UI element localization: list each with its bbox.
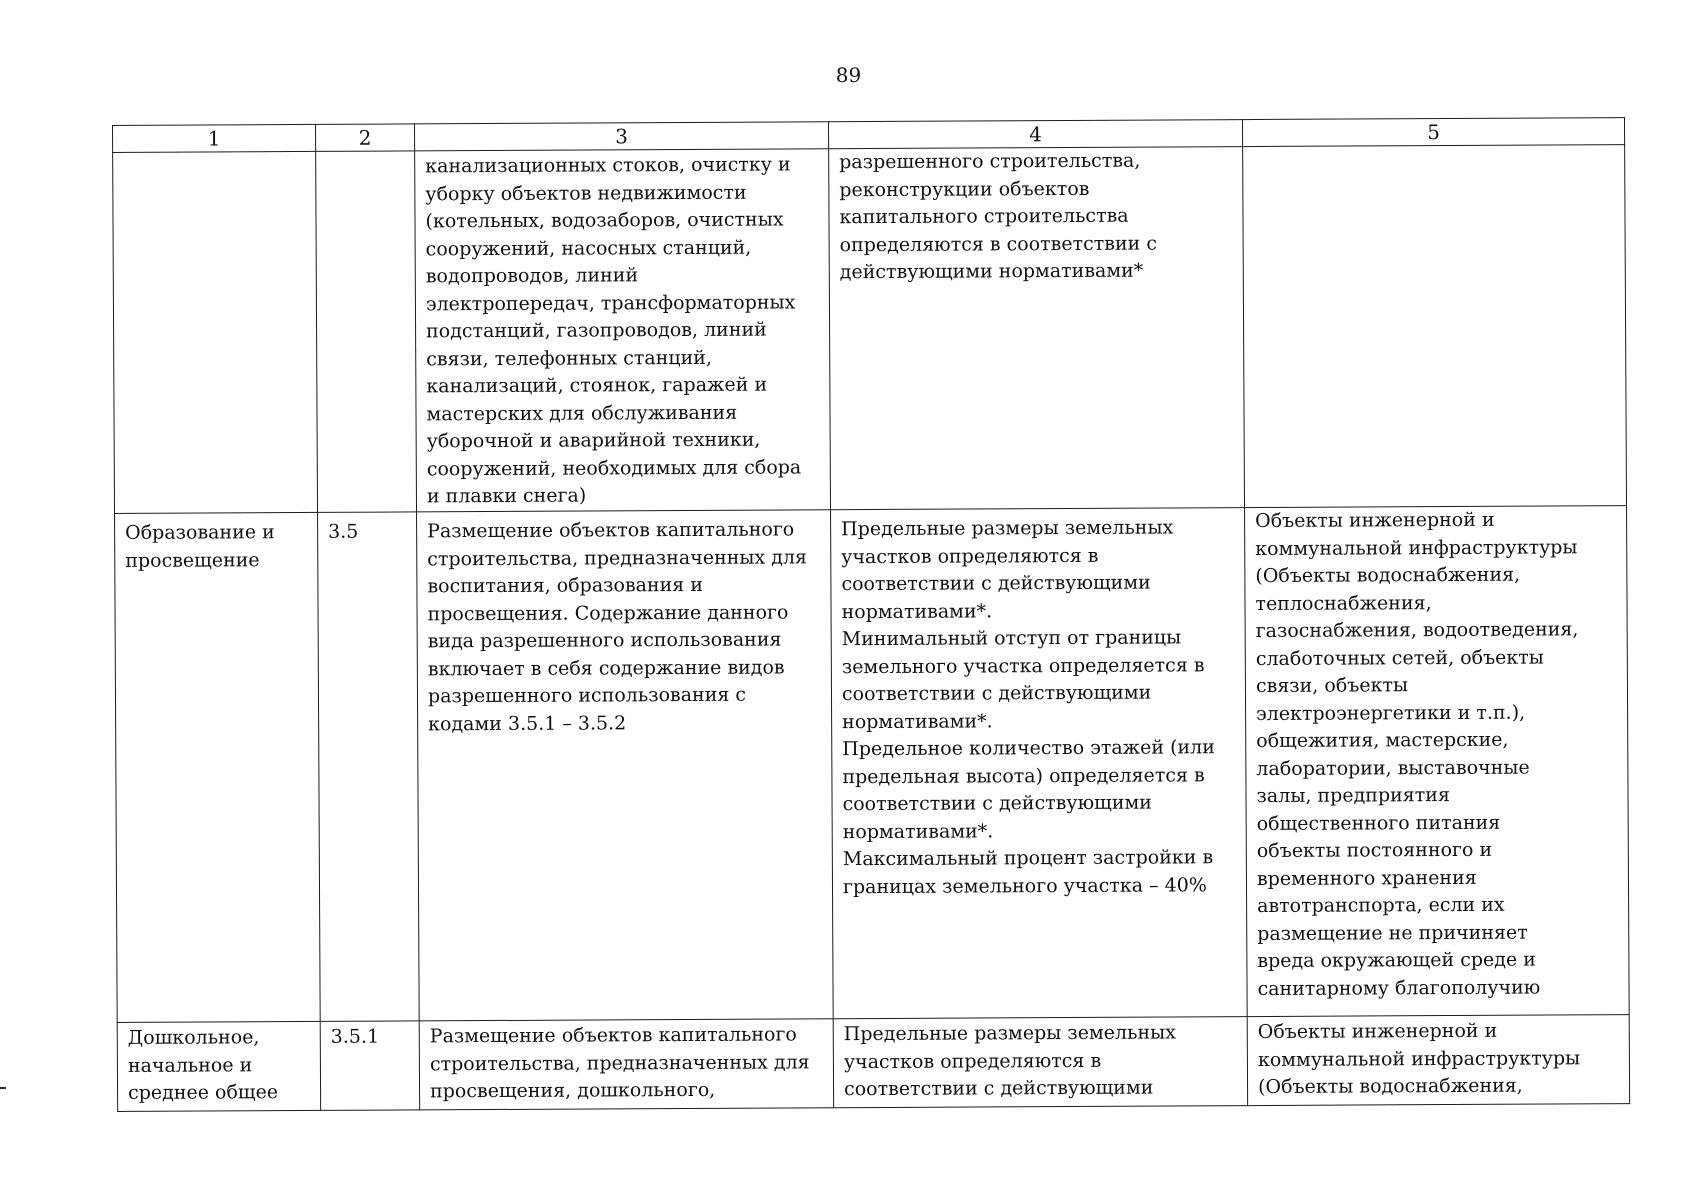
cell-use-description: Размещение объектов капитального строительства, предназначенных для просвещения, дошкольного, xyxy=(419,1019,833,1110)
page-number: 89 xyxy=(835,63,862,87)
table-row-continuation xyxy=(113,145,1627,514)
column-header-3: 3 xyxy=(414,122,828,151)
cell-use-description: Размещение объектов капитального строительства, предназначенных для воспитания, образования и просвещения. Содержание данного вида разрешенного использования включает в себя содержание видов разрешенного использования с кодами 3.5.1 – 3.5.2 xyxy=(417,510,834,1021)
table-row-education xyxy=(115,506,1630,1023)
scan-margin-mark xyxy=(0,1087,6,1089)
cell-use-name: Образование и просвещение xyxy=(115,512,321,1022)
cell-use-description: канализационных стоков, очистку и уборку объектов недвижимости (котельных, водозаборов, очистных сооружений, насосных станций, водопроводов, линий электропередач, трансформаторных подстанций, газопроводов, линий связи, телефонных станций, канализаций, стоянок, гаражей и мастерских для обслуживания уборочной и аварийной техники, сооружений, необходимых для сбора и плавки снега) xyxy=(415,149,831,512)
column-header-2: 2 xyxy=(315,124,414,152)
cell-use-code: 3.5 xyxy=(318,512,420,1022)
table-row-preschool-education xyxy=(117,1015,1629,1112)
cell-use-code xyxy=(316,151,417,513)
cell-auxiliary-uses xyxy=(1243,145,1627,508)
cell-auxiliary-uses: Объекты инженерной и коммунальной инфраструктуры (Объекты водоснабжения, xyxy=(1247,1015,1629,1106)
cell-parameters: Предельные размеры земельных участков определяются в соответствии с действующими xyxy=(833,1017,1247,1108)
cell-parameters: Предельные размеры земельных участков определяются в соответствии с действующими нормативами*. Минимальный отступ от границы земельного участка определяется в соответствии с действующими нормативами*. Предельное количество этажей (или предельная высота) определяется в соответствии с действующими нормативами*. Максимальный процент застройки в границах земельного участка – 40% xyxy=(831,508,1248,1019)
cell-use-name xyxy=(113,151,318,513)
zoning-regulations-table xyxy=(112,117,1630,1112)
cell-use-name: Дошкольное, начальное и среднее общее xyxy=(117,1021,320,1111)
cell-use-code: 3.5.1 xyxy=(320,1021,419,1111)
cell-auxiliary-uses: Объекты инженерной и коммунальной инфраструктуры (Объекты водоснабжения, теплоснабжения, газоснабжения, водоотведения, слаботочных сетей, объекты связи, объекты электроэнергетики и т.п.), общежития, мастерские, лаборатории, выставочные залы, предприятия общественного питания объекты постоянного и временного хранения автотранспорта, если их размещение не причиняет вреда окружающей среде и санитарному благополучию xyxy=(1245,506,1630,1017)
column-header-5: 5 xyxy=(1242,118,1624,147)
column-header-1: 1 xyxy=(113,124,316,152)
cell-parameters: разрешенного строительства, реконструкции объектов капитального строительства определяются в соответствии с действующими нормативами* xyxy=(829,147,1245,510)
column-header-4: 4 xyxy=(828,120,1242,149)
